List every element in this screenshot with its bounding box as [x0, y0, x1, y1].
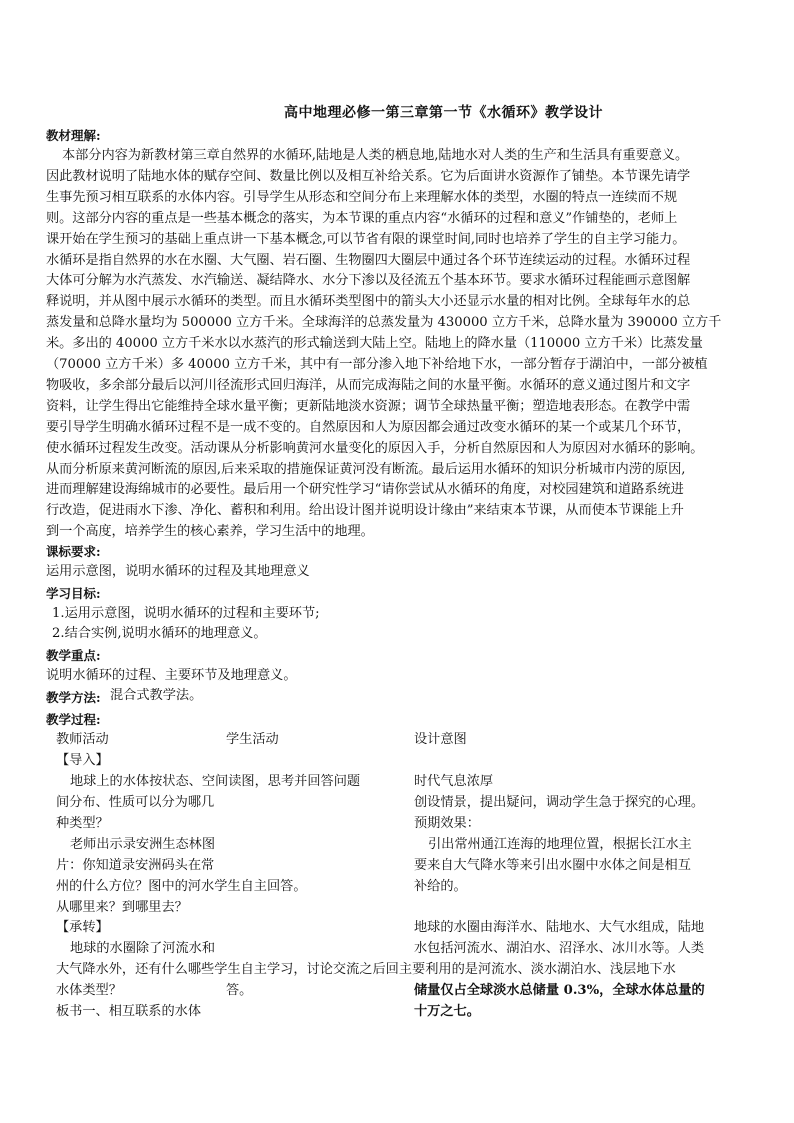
jiaocai-line: 本部分内容为新教材第三章自然界的水循环,陆地是人类的栖息地,陆地水对人类的生产和生活具有重要意义。	[62, 148, 689, 163]
jiaocai-line: 米。多出的 40000 立方千米水以水蒸汽的形式输送到大陆上空。陆地上的降水量（110000 立方千米）比蒸发量	[46, 336, 703, 352]
kebiao-text: 运用示意图，说明水循环的过程及其地理意义	[46, 564, 310, 579]
heading-mubiao: 学习目标:	[46, 586, 101, 601]
chengzhuan-left-1: 地球的水圈除了河流水和	[70, 941, 216, 956]
mubiao-item-2: 2.结合实例,说明水循环的地理意义。	[52, 626, 267, 641]
jiaocai-line: 资料，让学生得出它能维持全球水量平衡；更新陆地淡水资源；调节全球热量平衡；塑造地表形态。在教学中需	[46, 398, 691, 414]
jiaocai-line: 因此教材说明了陆地水体的赋存空间、数量比例以及相互补给关系。它为后面讲水资源作了铺垫。本节课先请学	[46, 168, 691, 184]
col-intent: 设计意图	[414, 732, 467, 747]
daoru-left-4: 老师出示录安洲生态林图	[70, 837, 216, 852]
daoru-right-4: 引出常州通江连海的地理位置，根据长江水主	[428, 837, 692, 852]
col-student: 学生活动	[226, 732, 279, 747]
fangfa-text: 混合式教学法。	[110, 688, 203, 703]
daoru-left-1: 地球上的水体按状态、空间读图，思考并回答问题	[70, 774, 361, 789]
daoru-left-5: 片：你知道录安洲码头在常	[56, 858, 215, 873]
jiaocai-line: 使水循环过程发生改变。活动课从分析影响黄河水量变化的原因入手，分析自然原因和人为原因对水循环的影响。	[46, 440, 704, 456]
chengzhuan-right-1: 地球的水圈由海洋水、陆地水、大气水组成，陆地	[414, 920, 705, 935]
jiaocai-line: 释说明，并从图中展示水循环的类型。而且水循环类型图中的箭头大小还显示水量的相对比例。全球每年水的总	[46, 294, 691, 310]
chengzhuan-right-4: 储量仅占全球淡水总储量 0.3%，全球水体总量的	[414, 983, 705, 998]
jiaocai-line: （70000 立方千米）多 40000 立方千米，其中有一部分渗入地下补给地下水，一部分暂存于湖泊中，一部分被植	[46, 357, 708, 372]
jiaocai-line: 到一个高度，培养学生的核心素养，学习生活中的地理。	[46, 524, 374, 540]
heading-fangfa: 教学方法:	[46, 690, 101, 705]
daoru-right-3: 预期效果：	[414, 816, 480, 831]
chengzhuan-left-5: 板书一、相互联系的水体	[56, 1004, 202, 1019]
mubiao-item-1: 1.运用示意图，说明水循环的过程和主要环节;	[52, 606, 320, 621]
chengzhuan-mid-4: 答。	[226, 983, 253, 998]
jiaocai-line: 要引导学生明确水循环过程不是一成不变的。自然原因和人为原因都会通过改变水循环的某一个或某几个环节，	[46, 419, 691, 435]
chengzhuan-left-4: 水体类型？	[56, 983, 122, 998]
daoru-right-2: 创设情景，提出疑问，调动学生急于探究的心理。	[414, 795, 705, 810]
chengzhuan-row-3: 大气降水外，还有什么哪些学生自主学习，讨论交流之后回主要利用的是河流水、淡水湖泊水、浅层地下水	[56, 962, 676, 977]
heading-kebiao: 课标要求:	[46, 544, 101, 559]
chengzhuan-right-5: 十万之七。	[414, 1004, 480, 1019]
jiaocai-line: 大体可分解为水汽蒸发、水汽输送、凝结降水、水分下渗以及径流五个基本环节。要求水循环过程能画示意图解	[46, 273, 691, 289]
daoru-right-5: 要来自大气降水等来引出水圈中水体之间是相互	[414, 858, 691, 873]
jiaocai-line: 进而理解建设海绵城市的必要性。最后用一个研究性学习“请你尝试从水循环的角度，对校园建筑和道路系统进	[46, 482, 684, 498]
jiaocai-line: 生事先预习相互联系的水体内容。引导学生从形态和空间分布上来理解水体的类型，水圈的特点一连续而不规	[46, 189, 677, 205]
jiaocai-line: 蒸发量和总降水量均为 500000 立方千米。全球海洋的总蒸发量为 430000 立方千米，总降水量为 390000 立方千	[46, 315, 722, 331]
heading-jiaocai: 教材理解:	[46, 128, 101, 143]
daoru-right-6: 补给的。	[414, 879, 467, 894]
heading-guocheng: 教学过程:	[46, 712, 101, 727]
jiaocai-line: 课开始在学生预习的基础上重点讲一下基本概念,可以节省有限的课堂时间,同时也培养了学生的自主学习能力。	[46, 231, 686, 247]
jiaocai-line: 水循环是指自然界的水在水圈、大气圈、岩石圈、生物圈四大圈层中通过各个环节连续运动的过程。水循环过程	[46, 252, 691, 268]
label-daoru: 【导入】	[56, 753, 109, 768]
label-chengzhuan: 【承转】	[56, 920, 109, 935]
jiaocai-line: 从而分析原来黄河断流的原因,后来采取的措施保证黄河没有断流。最后运用水循环的知识分析城市内涝的原因,	[46, 461, 686, 477]
chengzhuan-right-2: 水包括河流水、湖泊水、沼泽水、冰川水等。人类	[414, 941, 705, 956]
document-title: 高中地理必修一第三章第一节《水循环》教学设计	[284, 105, 603, 121]
heading-zhongdian: 教学重点:	[46, 648, 101, 663]
zhongdian-text: 说明水循环的过程、主要环节及地理意义。	[46, 668, 297, 683]
daoru-left-6: 州的什么方位？图中的河水学生自主回答。	[56, 879, 307, 894]
jiaocai-line: 物吸收，多余部分最后以河川径流形式回归海洋，从而完成海陆之间的水量平衡。水循环的意义通过图片和文字	[46, 377, 691, 393]
daoru-left-2: 间分布、性质可以分为哪几	[56, 795, 215, 810]
daoru-right-1: 时代气息浓厚	[414, 774, 494, 789]
jiaocai-line: 行改造，促进雨水下渗、净化、蓄积和利用。给出设计图并说明设计缘由”来结束本节课，从而使本节课能上升	[46, 503, 684, 519]
col-teacher: 教师活动	[56, 732, 109, 747]
jiaocai-line: 则。这部分内容的重点是一些基本概念的落实，为本节课的重点内容“水循环的过程和意义”作铺垫的，老师上	[46, 210, 678, 226]
daoru-left-3: 种类型？	[56, 816, 109, 831]
daoru-left-7: 从哪里来？到哪里去？	[56, 900, 188, 915]
